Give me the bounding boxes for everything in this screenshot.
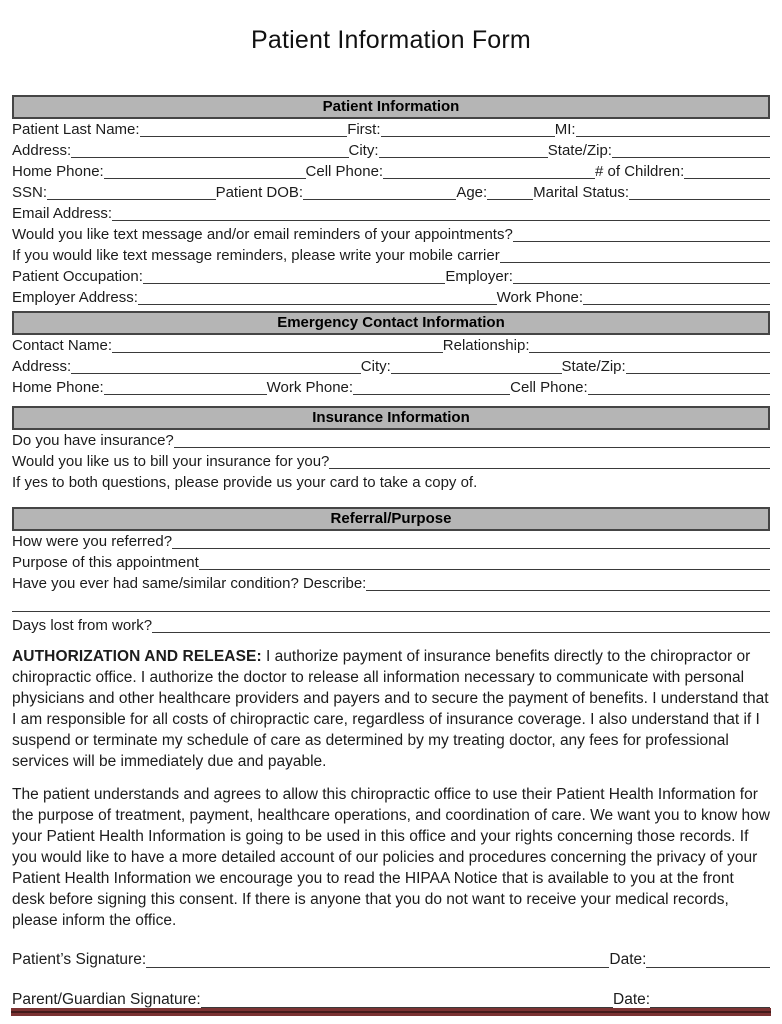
form-row [12,472,770,493]
field-label: Employer: [445,268,513,285]
form-row [12,335,770,356]
field-label: How were you referred? [12,533,173,550]
field-blank[interactable] [172,531,770,549]
field-blank[interactable] [146,949,609,968]
field-label: # of Children: [595,163,685,180]
field-label: Patient Occupation: [12,268,143,285]
field-blank[interactable] [138,287,497,305]
field-label: Work Phone: [496,289,584,306]
field-blank[interactable] [303,182,456,200]
field-label: Patient’s Signature: [12,951,147,968]
form-row [12,451,770,472]
form-row [12,203,770,224]
field-label: Date: [613,991,651,1008]
field-label: Address: [12,142,72,159]
field-blank[interactable] [381,119,555,137]
field-label: Home Phone: [12,379,104,396]
field-label: Cell Phone: [510,379,588,396]
form-row [12,140,770,161]
field-blank[interactable] [629,182,770,200]
form-sections [12,95,770,636]
field-label: Purpose of this appointment [12,554,199,571]
paragraph: AUTHORIZATION AND RELEASE: I authorize payment of insurance benefits directly to the chiropractor or chiropractic office. I authorize the doctor to release all information necessary to communicate with personal physicians and other healthcare providers and payers and to secure the payment of benefits. I understand that I am responsible for all costs of chiropractic care, regardless of insurance coverage. I also understand that if I suspend or terminate my schedule of care as determined by my treating doctor, any fees for professional services will be immediately due and payable. [12,648,769,770]
field-blank[interactable] [583,287,770,305]
form-row [12,119,770,140]
field-label: Patient DOB: [215,184,304,201]
field-blank[interactable] [391,356,562,374]
field-blank[interactable] [71,140,348,158]
field-blank[interactable] [143,266,445,284]
signatures [12,949,770,1011]
field-blank[interactable] [353,377,510,395]
page-title: Patient Information Form [251,26,531,54]
form-row [12,531,770,552]
field-blank[interactable] [513,224,770,242]
field-blank[interactable] [383,161,595,179]
field-label: Would you like us to bill your insurance for you? [12,453,330,470]
field-blank[interactable] [626,356,770,374]
section-header: Patient Information [12,95,770,119]
field-blank[interactable] [112,203,770,221]
field-label: City: [348,142,379,159]
field-blank[interactable] [513,266,770,284]
field-label: SSN: [12,184,48,201]
paragraph: The patient understands and agrees to allow this chiropractic office to use their Patient Health Information for the purpose of treatment, payment, healthcare operations, and coordination of care. We want you to know how your Patient Health Information is going to be used in this office and your rights concerning those records. If you would like to have a more detailed account of our policies and procedures concerning the privacy of your Patient Health Information we encourage you to read the HIPAA Notice that is available to you at the front desk before signing this consent. If there is anyone that you do not want to receive your medical records, please inform the office. [12,786,770,929]
form-row [12,356,770,377]
field-blank[interactable] [379,140,548,158]
field-blank[interactable] [112,335,443,353]
form-row [12,377,770,398]
field-blank[interactable] [529,335,770,353]
form-row [12,161,770,182]
field-label: State/Zip: [561,358,626,375]
field-label: Age: [456,184,488,201]
field-label: Days lost from work? [12,617,153,634]
field-label: First: [347,121,381,138]
field-label: Employer Address: [12,289,138,306]
field-blank[interactable] [104,161,306,179]
field-blank[interactable] [366,573,770,591]
footer-rule [11,1008,771,1016]
field-blank[interactable] [12,594,770,612]
field-blank[interactable] [646,949,770,968]
field-blank[interactable] [201,989,613,1008]
form-row [12,224,770,245]
field-blank[interactable] [329,451,770,469]
field-label: Would you like text message and/or email reminders of your appointments? [12,226,513,243]
form-row [12,594,770,615]
form-row [12,573,770,594]
form-row [12,552,770,573]
field-label: Home Phone: [12,163,104,180]
form-row [12,287,770,308]
form-row [12,615,770,636]
field-label: MI: [554,121,576,138]
field-label: Email Address: [12,205,113,222]
section-header: Insurance Information [12,406,770,430]
section-header: Referral/Purpose [12,507,770,531]
field-blank[interactable] [576,119,770,137]
field-blank[interactable] [500,245,770,263]
field-blank[interactable] [650,989,770,1008]
field-label: If you would like text message reminders, please write your mobile carrier [12,247,500,264]
field-label: Address: [12,358,72,375]
field-label: Parent/Guardian Signature: [12,991,201,1008]
field-blank[interactable] [140,119,348,137]
field-label: Work Phone: [266,379,354,396]
field-label: Patient Last Name: [12,121,140,138]
field-label: Marital Status: [533,184,630,201]
field-blank[interactable] [47,182,216,200]
form-row [12,430,770,451]
section-header: Emergency Contact Information [12,311,770,335]
field-blank[interactable] [612,140,770,158]
field-blank[interactable] [174,430,770,448]
field-label: If yes to both questions, please provide us your card to take a copy of. [12,474,478,491]
field-label: City: [360,358,391,375]
form-row [12,245,770,266]
field-blank[interactable] [104,377,267,395]
field-label: Relationship: [442,337,530,354]
field-label: State/Zip: [547,142,612,159]
signature-row [12,949,770,971]
field-label: Cell Phone: [305,163,384,180]
paragraph-lead: AUTHORIZATION AND RELEASE: [12,648,262,665]
field-blank[interactable] [487,182,533,200]
field-blank[interactable] [71,356,361,374]
field-label: Have you ever had same/similar condition? Describe: [12,575,367,592]
field-label: Contact Name: [12,337,113,354]
paragraphs [12,646,770,931]
field-blank[interactable] [588,377,770,395]
field-label: Do you have insurance? [12,432,174,449]
field-blank[interactable] [684,161,770,179]
form-row [12,266,770,287]
field-blank[interactable] [199,552,770,570]
field-blank[interactable] [152,615,770,633]
field-label: Date: [609,951,647,968]
form-row [12,182,770,203]
